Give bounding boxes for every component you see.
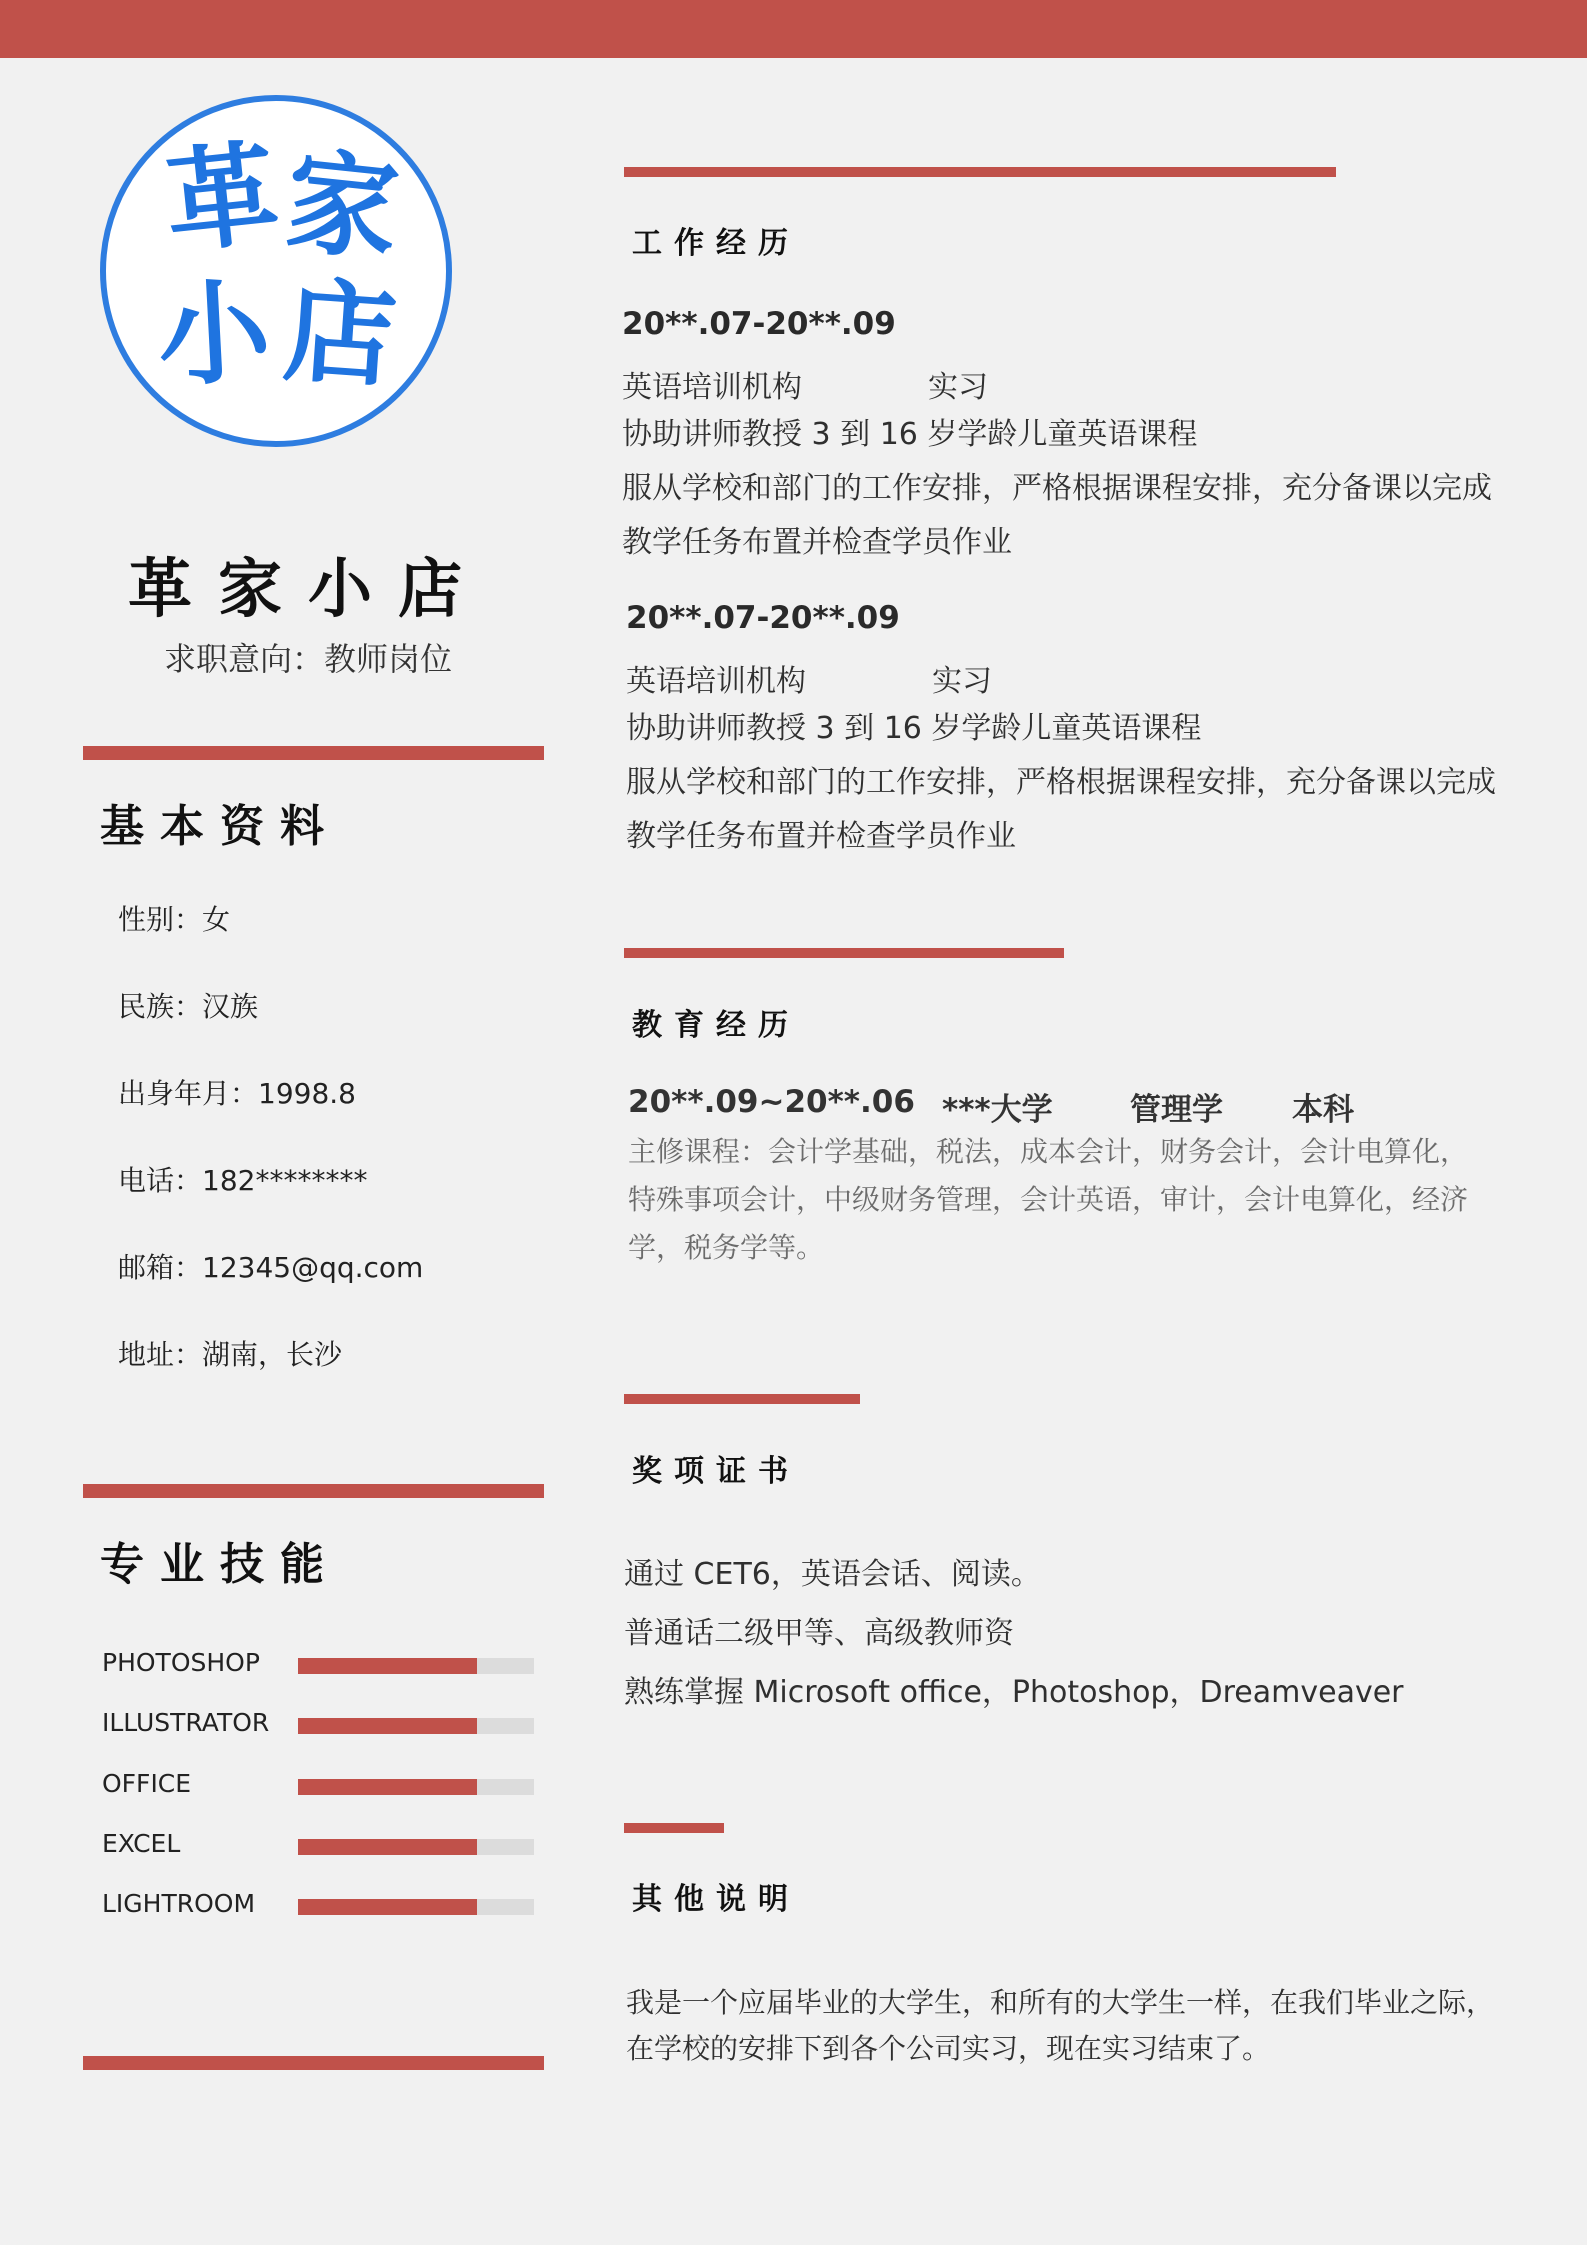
work-organization: 英语培训机构 xyxy=(626,664,806,699)
shop-logo-seal xyxy=(100,95,452,447)
logo-char: 店 xyxy=(279,265,401,404)
section-divider xyxy=(624,1394,860,1404)
skill-level-track xyxy=(298,1718,534,1734)
education-major: 管理学 xyxy=(1130,1092,1223,1128)
awards-list xyxy=(624,1545,1504,1722)
skill-level-fill xyxy=(298,1658,477,1674)
work-role: 实习 xyxy=(928,370,988,405)
work-period: 20**.07-20**.09 xyxy=(626,600,900,636)
skill-row xyxy=(102,1825,542,1865)
skill-name: LIGHTROOM xyxy=(102,1889,256,1918)
birth-date-field: 出身年月：1998.8 xyxy=(118,1077,356,1110)
skill-row xyxy=(102,1644,542,1684)
skill-name: ILLUSTRATOR xyxy=(102,1708,270,1737)
section-divider xyxy=(83,1484,544,1498)
education-heading: 教育经历 xyxy=(632,1008,800,1043)
work-role: 实习 xyxy=(932,664,992,699)
phone-field: 电话：182******** xyxy=(118,1164,368,1197)
email-field: 邮箱：12345@qq.com xyxy=(118,1251,424,1284)
section-divider xyxy=(83,2056,544,2070)
other-notes-heading: 其他说明 xyxy=(632,1882,800,1917)
gender-field: 性别：女 xyxy=(118,903,231,936)
description-line: 协助讲师教授 3 到 16 岁学龄儿童英语课程 xyxy=(626,711,1202,746)
skill-level-track xyxy=(298,1658,534,1674)
logo-char: 革 xyxy=(159,127,285,270)
candidate-name: 革家小店 xyxy=(128,553,488,627)
education-degree: 本科 xyxy=(1292,1092,1354,1128)
skill-row xyxy=(102,1885,542,1925)
skill-row xyxy=(102,1765,542,1805)
address-field: 地址：湖南，长沙 xyxy=(118,1338,343,1371)
notes-line: 我是一个应届毕业的大学生，和所有的大学生一样，在我们毕业之际， xyxy=(626,1986,1495,2019)
skill-level-fill xyxy=(298,1839,477,1855)
skill-name: EXCEL xyxy=(102,1829,181,1858)
description-line: 服从学校和部门的工作安排，严格根据课程安排，充分备课以完成 xyxy=(622,471,1492,506)
work-description xyxy=(626,702,1506,864)
skill-level-track xyxy=(298,1779,534,1795)
logo-char: 家 xyxy=(279,135,405,278)
education-courses xyxy=(628,1128,1508,1272)
courses-line: 特殊事项会计，中级财务管理，会计英语，审计，会计电算化，经济 xyxy=(628,1183,1469,1216)
courses-line: 学，税务学等。 xyxy=(628,1231,825,1264)
section-divider xyxy=(624,948,1064,958)
education-summary-row xyxy=(628,1084,1528,1128)
work-period: 20**.07-20**.09 xyxy=(622,306,896,342)
skill-level-fill xyxy=(298,1718,477,1734)
top-accent-bar xyxy=(0,0,1587,58)
work-experience-heading: 工作经历 xyxy=(632,226,800,261)
skill-level-fill xyxy=(298,1899,477,1915)
work-organization: 英语培训机构 xyxy=(622,370,802,405)
ethnicity-field: 民族：汉族 xyxy=(118,990,259,1023)
skill-level-fill xyxy=(298,1779,477,1795)
skill-level-track xyxy=(298,1899,534,1915)
description-line: 教学任务布置并检查学员作业 xyxy=(626,819,1016,854)
skill-name: PHOTOSHOP xyxy=(102,1648,260,1677)
logo-char: 小 xyxy=(154,266,274,403)
section-divider xyxy=(624,1823,724,1833)
awards-heading: 奖项证书 xyxy=(632,1454,800,1489)
description-line: 协助讲师教授 3 到 16 岁学龄儿童英语课程 xyxy=(622,417,1198,452)
description-line: 服从学校和部门的工作安排，严格根据课程安排，充分备课以完成 xyxy=(626,765,1496,800)
section-divider xyxy=(83,746,544,760)
skill-level-track xyxy=(298,1839,534,1855)
skills-heading: 专业技能 xyxy=(100,1539,340,1590)
description-line: 教学任务布置并检查学员作业 xyxy=(622,525,1012,560)
work-description xyxy=(622,408,1502,570)
courses-line: 主修课程：会计学基础，税法，成本会计，财务会计，会计电算化， xyxy=(628,1135,1469,1168)
education-school: ***大学 xyxy=(942,1092,1053,1128)
notes-line: 在学校的安排下到各个公司实习，现在实习结束了。 xyxy=(626,2032,1271,2065)
basic-info-heading: 基本资料 xyxy=(100,801,340,852)
skill-name: OFFICE xyxy=(102,1769,192,1798)
award-item: 通过 CET6，英语会话、阅读。 xyxy=(624,1557,1041,1592)
job-intent: 求职意向：教师岗位 xyxy=(163,640,452,678)
section-divider xyxy=(624,167,1336,177)
award-item: 熟练掌握 Microsoft office，Photoshop，Dreamveaver xyxy=(624,1675,1404,1710)
other-notes xyxy=(626,1980,1506,2072)
education-period: 20**.09~20**.06 xyxy=(628,1084,915,1120)
skill-row xyxy=(102,1704,542,1744)
award-item: 普通话二级甲等、高级教师资 xyxy=(624,1616,1014,1651)
